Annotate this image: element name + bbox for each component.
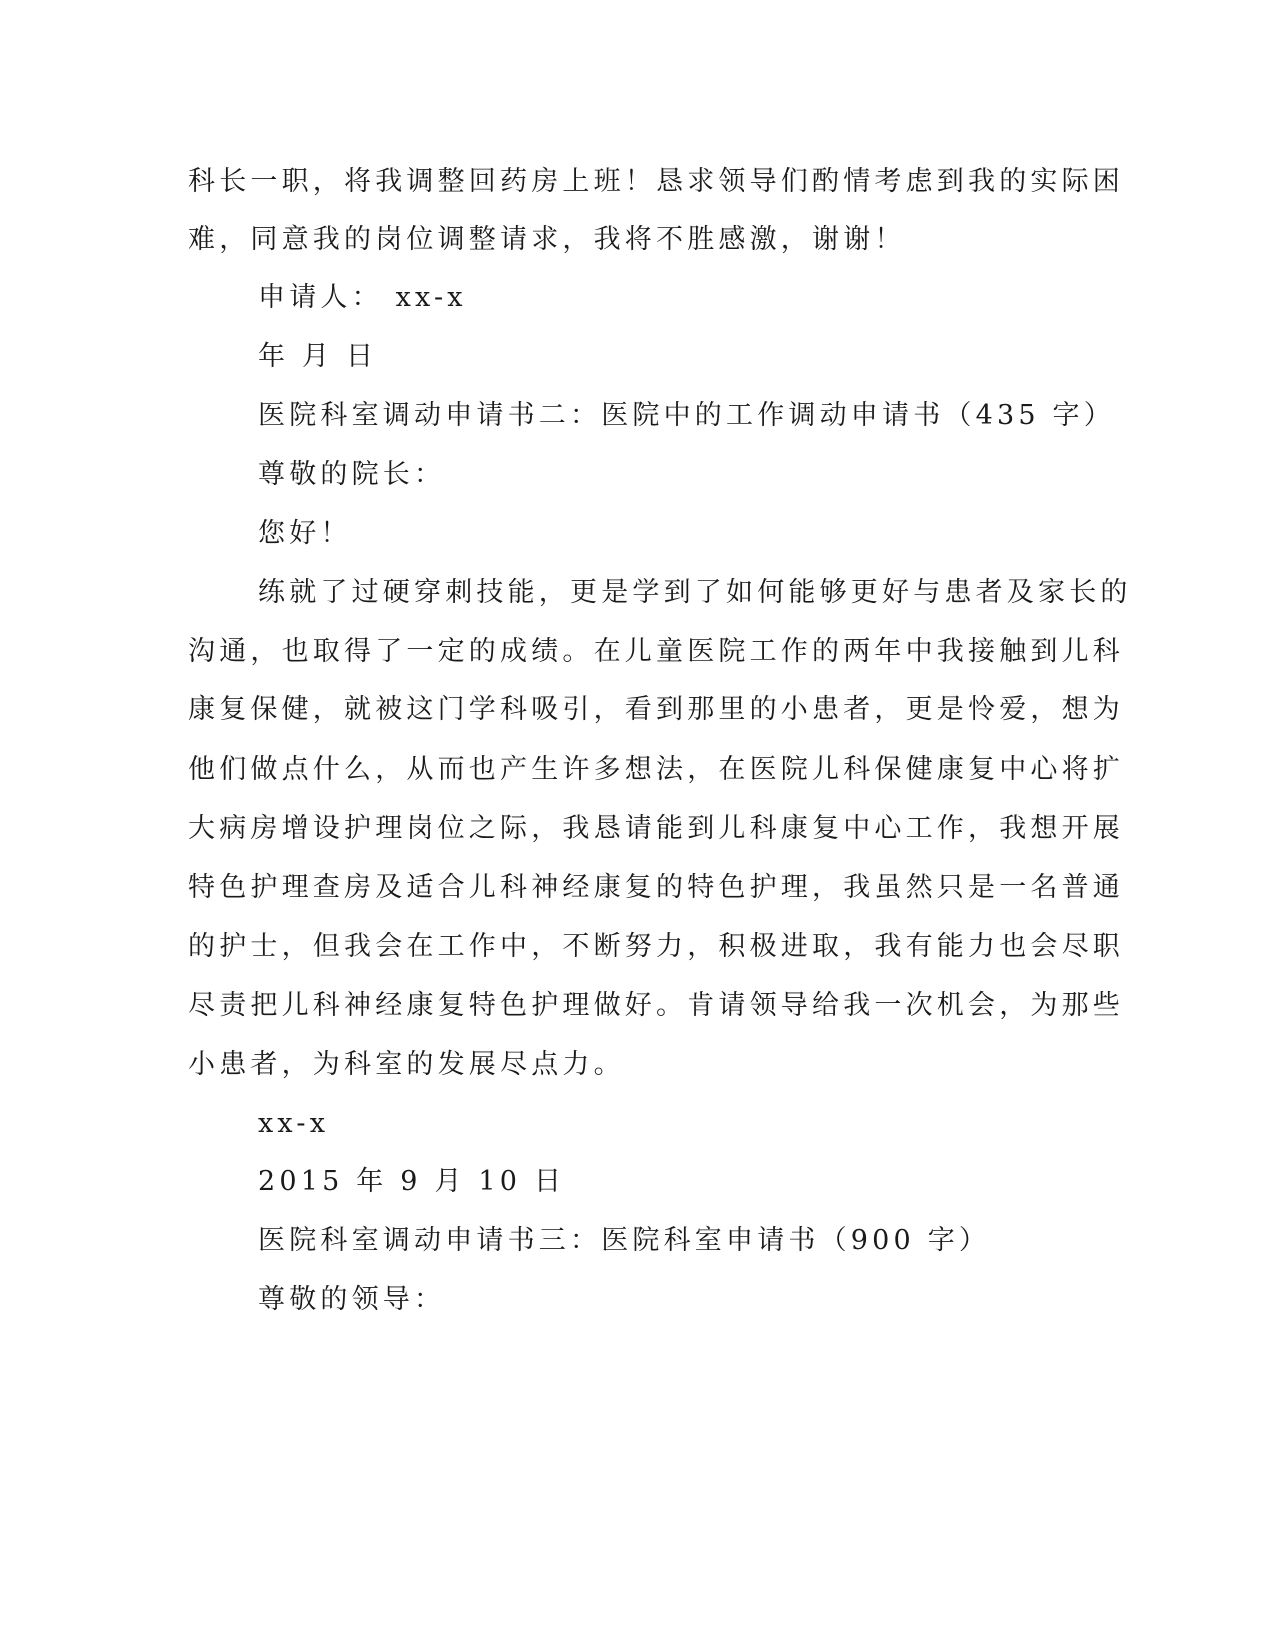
paragraph-line: 他们做点什么，从而也产生许多想法，在医院儿科保健康复中心将扩 [188, 754, 1124, 785]
applicant-line: 申请人： xx-x [258, 282, 467, 313]
paragraph-line: 康复保健，就被这门学科吸引，看到那里的小患者，更是怜爱，想为 [188, 694, 1124, 725]
paragraph-line: 大病房增设护理岗位之际，我恳请能到儿科康复中心工作，我想开展 [188, 813, 1124, 844]
date-line: 年 月 日 [258, 341, 378, 372]
paragraph-line: 沟通，也取得了一定的成绩。在儿童医院工作的两年中我接触到儿科 [188, 636, 1124, 667]
paragraph-line: 小患者，为科室的发展尽点力。 [188, 1049, 625, 1080]
paragraph-line: 的护士，但我会在工作中，不断努力，积极进取，我有能力也会尽职 [188, 931, 1124, 962]
date-line: 2015 年 9 月 10 日 [258, 1166, 566, 1197]
signature-line: xx-x [258, 1108, 330, 1139]
paragraph-line: 尽责把儿科神经康复特色护理做好。肯请领导给我一次机会，为那些 [188, 990, 1124, 1021]
paragraph-line: 科长一职，将我调整回药房上班！恳求领导们酌情考虑到我的实际困 [188, 166, 1124, 197]
paragraph-line: 难，同意我的岗位调整请求，我将不胜感激，谢谢！ [188, 224, 906, 255]
section-heading-3: 医院科室调动申请书三：医院科室申请书（900 字） [258, 1225, 991, 1256]
salutation: 尊敬的院长： [258, 459, 446, 490]
salutation: 尊敬的领导： [258, 1284, 446, 1315]
paragraph-line: 练就了过硬穿刺技能，更是学到了如何能够更好与患者及家长的 [258, 577, 1132, 608]
paragraph-line: 特色护理查房及适合儿科神经康复的特色护理，我虽然只是一名普通 [188, 872, 1124, 903]
greeting: 您好！ [258, 518, 352, 549]
section-heading-2: 医院科室调动申请书二：医院中的工作调动申请书（435 字） [258, 400, 1115, 431]
